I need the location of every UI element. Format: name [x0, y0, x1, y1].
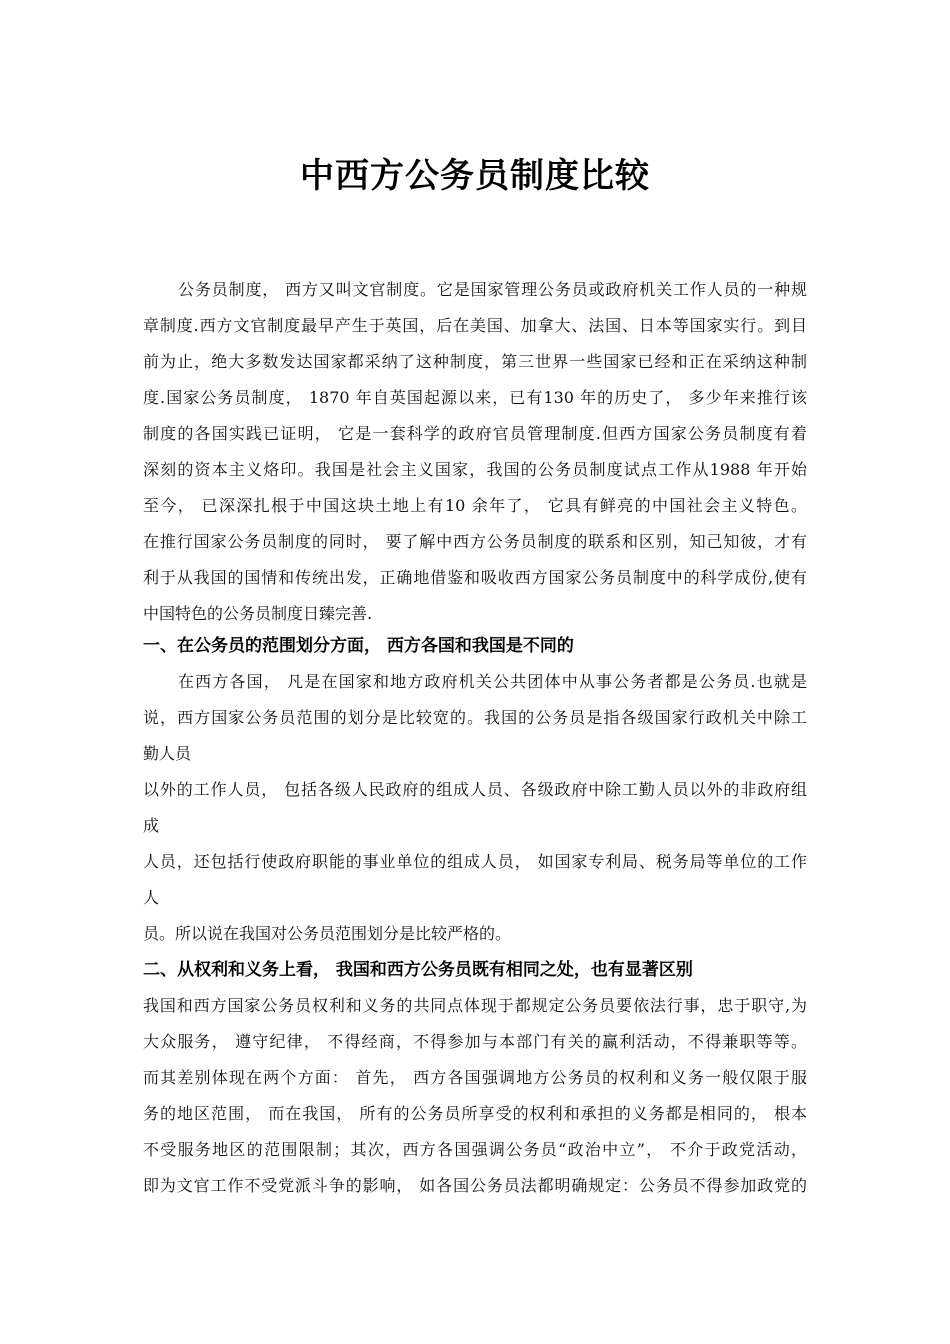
paragraph-line: 我国和西方国家公务员权利和义务的共同点体现于都规定公务员要依法行事，忠于职守,为 [143, 996, 807, 1015]
paragraph-line: 利于从我国的国情和传统出发，正确地借鉴和吸收西方国家公务员制度中的科学成份,使有 [143, 568, 807, 587]
paragraph-line: 人员，还包括行使政府职能的事业单位的组成人员， 如国家专利局、税务局等单位的工作 [143, 852, 807, 871]
document-body [143, 272, 807, 1204]
paragraph-line: 制度的各国实践已证明， 它是一套科学的政府官员管理制度.但西方国家公务员制度有着 [143, 424, 807, 443]
paragraph-line: 说，西方国家公务员范围的划分是比较宽的。我国的公务员是指各级国家行政机关中除工 [143, 708, 807, 727]
paragraph-line: 而其差别体现在两个方面： 首先， 西方各国强调地方公务员的权利和义务一般仅限于服 [143, 1068, 807, 1087]
paragraph-line: 成 [143, 816, 160, 835]
paragraph-line: 大众服务， 遵守纪律， 不得经商，不得参加与本部门有关的赢利活动，不得兼职等等。 [143, 1032, 807, 1051]
paragraph-line: 即为文官工作不受党派斗争的影响， 如各国公务员法都明确规定：公务员不得参加政党的 [143, 1176, 807, 1195]
paragraph-line: 中国特色的公务员制度日臻完善. [143, 604, 373, 623]
paragraph-line: 在推行国家公务员制度的同时， 要了解中西方公务员制度的联系和区别，知己知彼，才有 [143, 532, 807, 551]
paragraph-line: 务的地区范围， 而在我国， 所有的公务员所享受的权利和承担的义务都是相同的， 根本 [143, 1104, 807, 1123]
section-heading-2: 二、从权利和义务上看， 我国和西方公务员既有相同之处，也有显著区别 [143, 960, 693, 980]
paragraph-line: 员。所以说在我国对公务员范围划分是比较严格的。 [143, 924, 512, 943]
paragraph-line: 以外的工作人员， 包括各级人民政府的组成人员、各级政府中除工勤人员以外的非政府组 [143, 780, 807, 799]
paragraph-line: 章制度.西方文官制度最早产生于英国，后在美国、加拿大、法国、日本等国家实行。到目 [143, 316, 807, 335]
paragraph-line: 公务员制度， 西方又叫文官制度。它是国家管理公务员或政府机关工作人员的一种规 [178, 280, 807, 299]
paragraph-line: 度.国家公务员制度， 1870 年自英国起源以来，已有130 年的历史了， 多少年来推行该 [143, 388, 807, 407]
section-heading-1: 一、在公务员的范围划分方面， 西方各国和我国是不同的 [143, 636, 574, 656]
paragraph-line: 前为止，绝大多数发达国家都采纳了这种制度，第三世界一些国家已经和正在采纳这种制 [143, 352, 807, 371]
paragraph-line: 深刻的资本主义烙印。我国是社会主义国家，我国的公务员制度试点工作从1988 年开始 [143, 460, 807, 479]
document-title: 中西方公务员制度比较 [300, 156, 650, 196]
paragraph-line: 至今， 已深深扎根于中国这块土地上有10 余年了， 它具有鲜亮的中国社会主义特色。 [143, 496, 807, 515]
paragraph-line: 不受服务地区的范围限制；其次，西方各国强调公务员“政治中立”， 不介于政党活动， [143, 1140, 807, 1159]
paragraph-line: 在西方各国， 凡是在国家和地方政府机关公共团体中从事公务者都是公务员.也就是 [178, 672, 807, 691]
paragraph-line: 人 [143, 888, 160, 907]
paragraph-line: 勤人员 [143, 744, 192, 763]
